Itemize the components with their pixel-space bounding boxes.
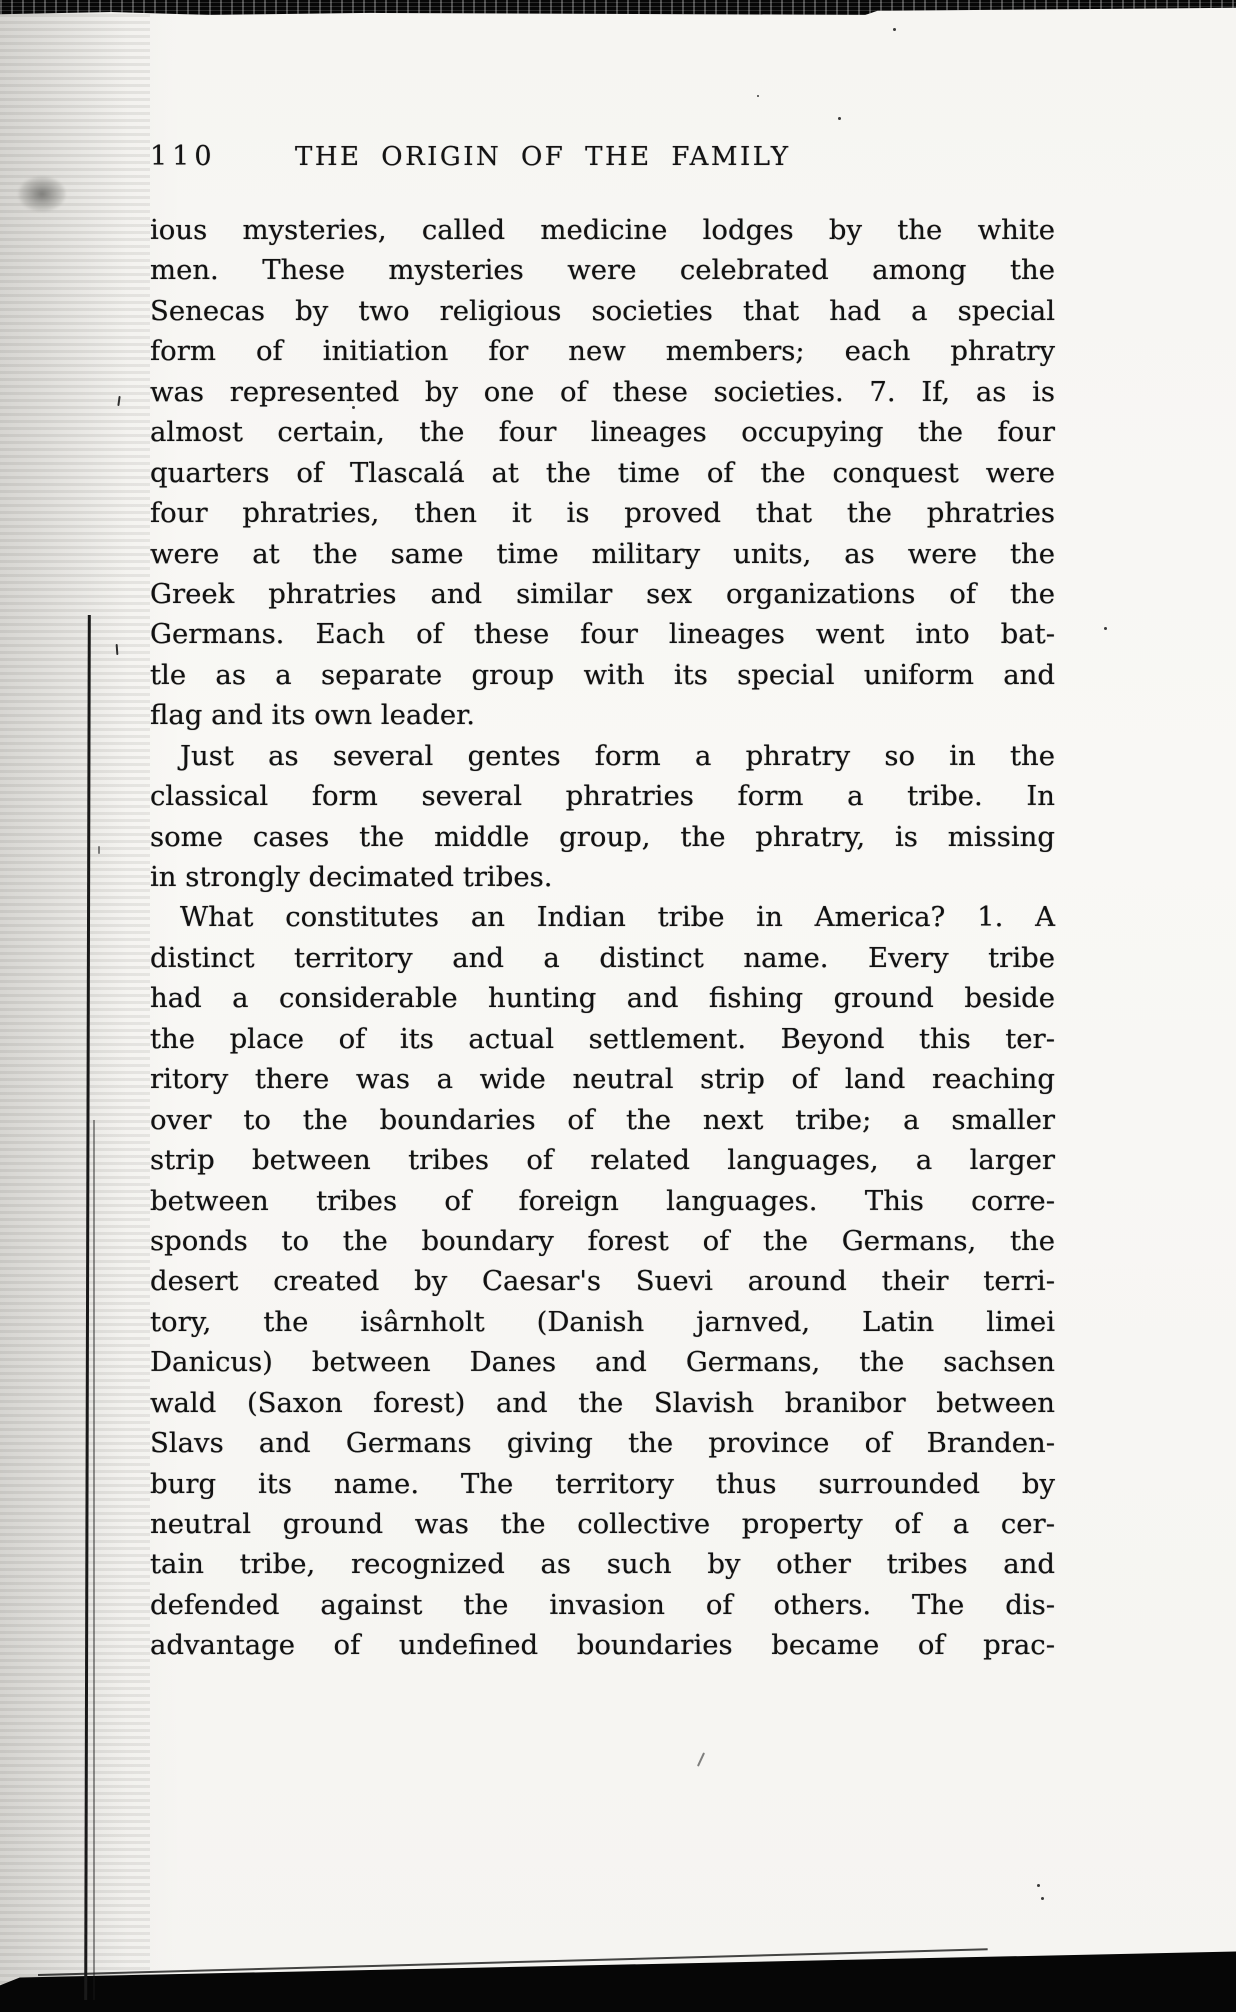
scan-speck [757, 95, 759, 97]
scan-bottom-edge [0, 1940, 1236, 2012]
text-line: burg its name. The territory thus surrounded by [150, 1467, 1055, 1500]
text-line: between tribes of foreign languages. This corre- [150, 1184, 1055, 1217]
text-line: Just as several gentes form a phratry so in the [180, 739, 1055, 772]
text-line: the place of its actual settlement. Beyond this ter- [150, 1022, 1055, 1055]
page-header [150, 141, 1055, 175]
scan-speck [838, 117, 841, 120]
text-line: What constitutes an Indian tribe in America? 1. A [180, 901, 1055, 934]
text-line: strip between tribes of related languages, a larger [150, 1144, 1055, 1177]
scan-speck [1104, 627, 1107, 630]
text-line: some cases the middle group, the phratry, is missing [150, 820, 1055, 853]
text-line: flag and its own leader. [150, 699, 475, 732]
scan-mark [98, 846, 100, 854]
text-line: Danicus) between Danes and Germans, the sachsen [150, 1346, 1055, 1379]
scan-speck [1037, 1884, 1040, 1887]
binding-line-faint [93, 1120, 95, 2000]
binding-shadow-strip [0, 0, 150, 2012]
text-line: in strongly decimated tribes. [150, 861, 553, 893]
scan-speck [893, 28, 896, 31]
text-line: over to the boundaries of the next tribe; a smaller [150, 1103, 1055, 1136]
text-line: classical form several phratries form a tribe. In [150, 780, 1055, 813]
text-line: ious mysteries, called medicine lodges by the white [150, 214, 1055, 246]
text-line: distinct territory and a distinct name. Every tribe [150, 941, 1055, 974]
text-line: sponds to the boundary forest of the Germans, the [150, 1224, 1055, 1257]
text-line: had a considerable hunting and fishing ground beside [150, 982, 1055, 1015]
text-line: Slavs and Germans giving the province of Branden- [150, 1427, 1055, 1460]
text-line: Senecas by two religious societies that had a special [150, 294, 1055, 327]
text-line: Greek phratries and similar sex organizations of the [150, 577, 1055, 610]
running-title: THE ORIGIN OF THE FAMILY [295, 142, 791, 172]
text-line: desert created by Caesar's Suevi around their terri- [150, 1265, 1055, 1298]
text-line: neutral ground was the collective property of a cer- [150, 1508, 1055, 1540]
scan-top-edge [0, 0, 1236, 15]
text-line: wald (Saxon forest) and the Slavish branibor between [150, 1386, 1055, 1419]
text-line: almost certain, the four lineages occupying the four [150, 416, 1055, 449]
text-line: Germans. Each of these four lineages went into bat- [150, 618, 1055, 651]
text-line: men. These mysteries were celebrated among the [150, 254, 1055, 287]
scan-speck [1041, 1897, 1044, 1900]
text-line: form of initiation for new members; each phratry [150, 335, 1055, 368]
text-line: was represented by one of these societies. 7. If, as is [150, 375, 1055, 408]
text-line: tain tribe, recognized as such by other tribes and [150, 1548, 1055, 1581]
text-line: tle as a separate group with its special uniform and [150, 658, 1055, 691]
text-line: quarters of Tlascalá at the time of the conquest were [150, 456, 1055, 489]
text-line: four phratries, then it is proved that the phratries [150, 497, 1055, 530]
scan-smudge [18, 176, 66, 212]
scan-mark [697, 1752, 705, 1766]
text-line: were at the same time military units, as were the [150, 537, 1055, 570]
text-line: ritory there was a wide neutral strip of land reaching [150, 1063, 1055, 1096]
text-line: advantage of undefined boundaries became of prac- [150, 1629, 1055, 1662]
body-text [150, 210, 1055, 1666]
text-line: defended against the invasion of others. The dis- [150, 1588, 1055, 1621]
page-number: 110 [150, 141, 217, 172]
text-line: tory, the isârnholt (Danish jarnved, Latin limei [150, 1305, 1055, 1338]
